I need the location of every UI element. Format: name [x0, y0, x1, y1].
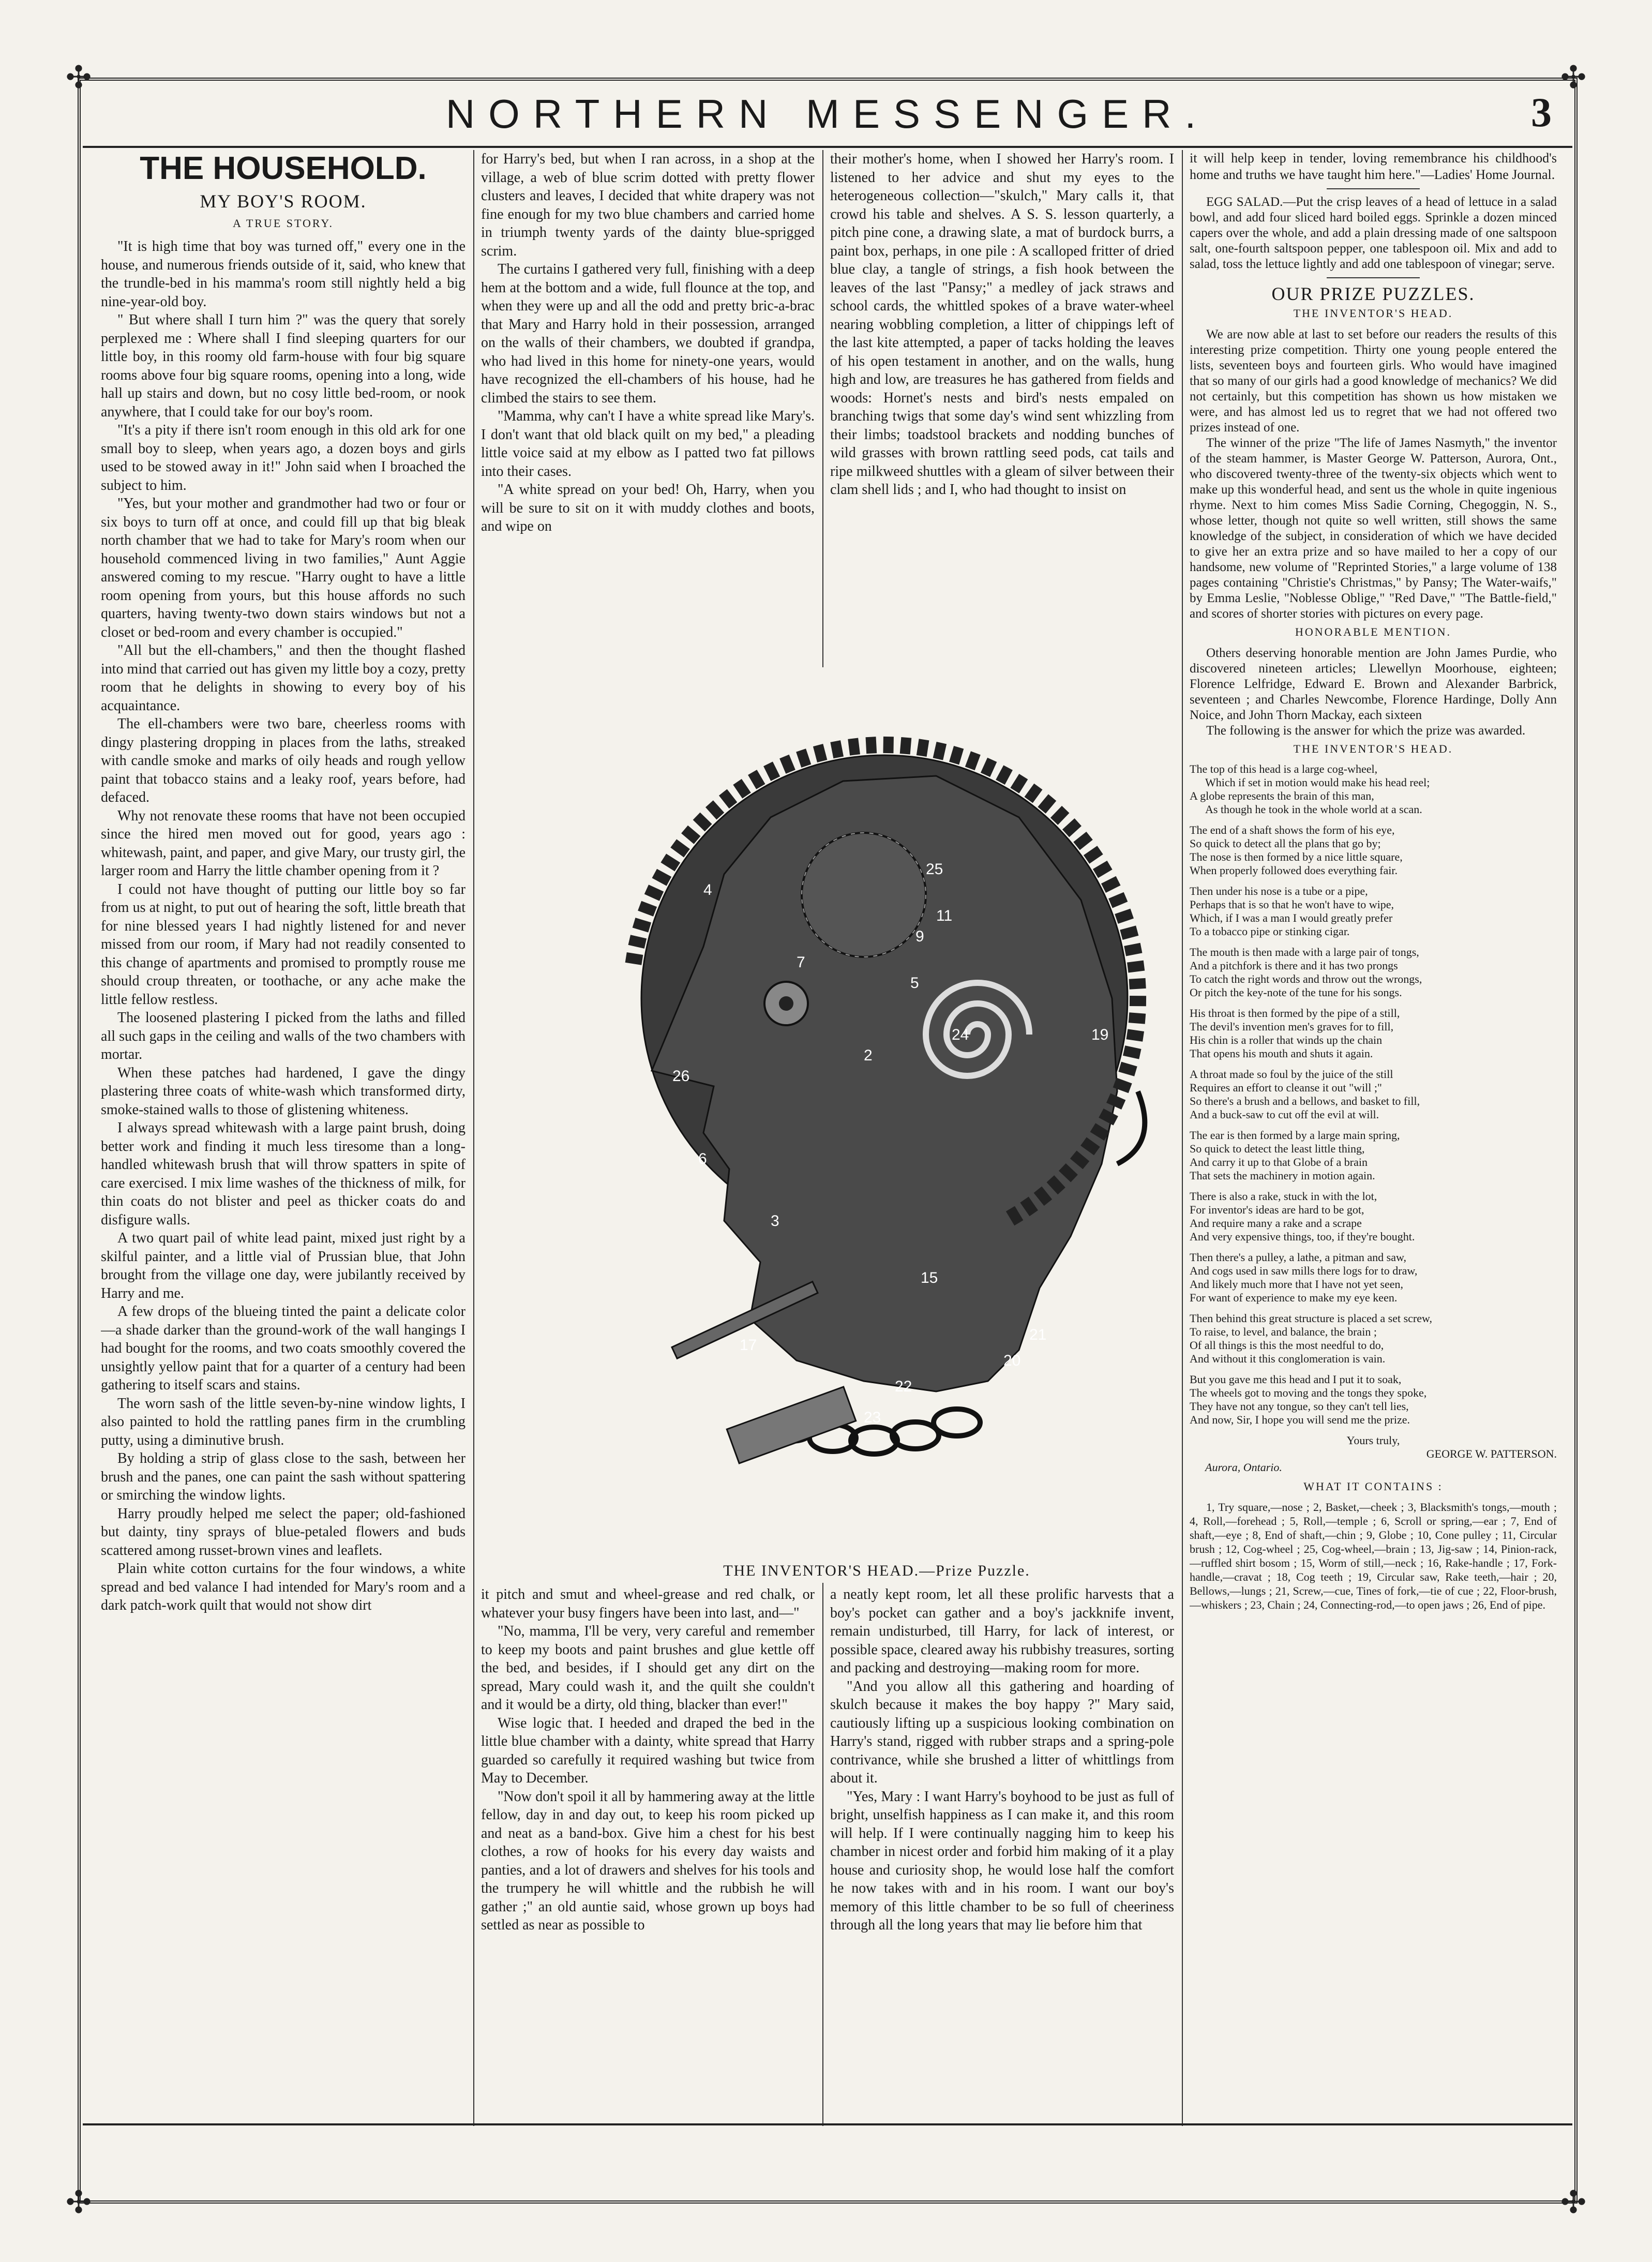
figure-label: 5	[910, 975, 919, 992]
column-2-upper	[481, 150, 815, 672]
inventors-head-figure	[574, 678, 1179, 1552]
paragraph: I could not have thought of putting our little boy so far from us at night, to put out of hearing the soft, little breath that for nine blessed years I had nightly listened for and never missed from our room, if Mary had not readily consented to this change of apartments and promised to promptly rouse me should croup threaten, or toothache, or any ache make the little fellow restless.	[101, 881, 465, 1008]
poem-line: Or pitch the key-note of the tune for his songs.	[1190, 986, 1402, 999]
paragraph: "Now don't spoil it all by hammering away at the little fellow, day in and day out, to keep his room picked up and neat as a band-box. Give him a chest for his best clothes, a row of hooks for his every day waists and panties, and a lot of drawers and shelves for his tools and the trumpery he will whittle and the rubbish he will gather ;" an old auntie said, whose grown up boys had settled as near as possible to	[481, 1788, 815, 1933]
paragraph: "A white spread on your bed! Oh, Harry, when you will be sure to sit on it with muddy clothes and boots, and wipe on	[481, 482, 815, 534]
poem-stanza	[1190, 1373, 1557, 1427]
corner-ornament-icon: ✣	[65, 2184, 92, 2221]
paragraph: The worn sash of the little seven-by-nine window lights, I also painted to hold the rattling panes firm in the crumbling putty, using a diminutive brush.	[101, 1395, 465, 1448]
poem-line: But you gave me this head and I put it to soak,	[1190, 1373, 1402, 1386]
paragraph: Wise logic that. I heeded and draped the bed in the little blue chamber with a dainty, white spread that Harry guarded so carefully it required washing but twice from May to December.	[481, 1715, 815, 1786]
poem-line: The ear is then formed by a large main spring,	[1190, 1129, 1400, 1142]
signer-name: GEORGE W. PATTERSON.	[1426, 1447, 1557, 1460]
figure-label: 23	[864, 1409, 881, 1426]
figure-label: 25	[926, 861, 943, 878]
poem-line: For want of experience to make my eye keen.	[1190, 1291, 1398, 1304]
gear-tooth	[1129, 1012, 1146, 1024]
signer-place: Aurora, Ontario.	[1205, 1461, 1282, 1474]
contains-title: WHAT IT CONTAINS :	[1303, 1480, 1443, 1493]
honorable-mention-title: HONORABLE MENTION.	[1295, 625, 1452, 638]
paragraph: "It's a pity if there isn't room enough in this old ark for one small boy to sleep, when years ago, a dozen boys and girls used to be stowed away in it!" John said when I broached the subject to him.	[101, 422, 465, 493]
figure-label: 11	[936, 907, 953, 924]
poem-line: And likely much more that I have not yet seen,	[1190, 1278, 1403, 1291]
poem-line: Which if set in motion would make his head reel;	[1205, 776, 1430, 789]
poem-stanza	[1190, 1190, 1557, 1244]
divider	[1327, 188, 1420, 189]
poem-line: And a buck-saw to cut off the evil at will.	[1190, 1108, 1379, 1121]
gear-tooth	[900, 737, 912, 755]
column-rule	[822, 1583, 823, 2126]
figure-label: 15	[921, 1269, 938, 1286]
poem	[1190, 762, 1557, 1474]
paragraph: "No, mamma, I'll be very, very careful and remember to keep my boots and paint brushes and glue kettle off the bed, and besides, if I should get any dirt on the spread, Mary could wash it, and the quilt she couldn't and it would be a dirty, old thing, blacker than ever!"	[481, 1623, 815, 1713]
poem-line: Which, if I was a man I would greatly prefer	[1190, 911, 1393, 924]
poem-line: So quick to detect all the plans that go by;	[1190, 837, 1381, 850]
contains-text: 1, Try square,—nose ; 2, Basket,—cheek ; 3, Blacksmith's tongs,—mouth ; 4, Roll,—forehead ; 5, Roll,—temple ; 6, Scroll or spring,—ear ; 7, End of shaft,—eye ; 8, End of shaft,—chin ; 9, Globe ; 10, Cone pulley ; 11, Circular brush ; 12, Cog-wheel ; 25, Cog-wheel,—brain ; 13, Jig-saw ; 14, Pinion-rack,—ruffled shirt bosom ; 15, Worm of still,—neck ; 16, Rake-handle ; 17, Fork-handle,—cravat ; 18, Cog teeth ; 19, Circular saw, Rake teeth,—hair ; 20, Bellows,—lungs ; 21, Screw,—cue, Tines of fork,—tie of cue ; 22, Floor-brush,—whiskers ; 23, Chain ; 24, Connecting-rod,—to open jaws ; 26, End of pipe.	[1190, 1501, 1557, 1611]
figure-label: 3	[771, 1212, 779, 1230]
paragraph: The loosened plastering I picked from the laths and filled all such gaps in the ceiling and walls of the two chambers with mortar.	[101, 1010, 465, 1062]
figure-label: 17	[740, 1337, 757, 1354]
paragraph: their mother's home, when I showed her Harry's room. I listened to her advice and shut my eyes to the heterogeneous collection—"skulch," Mary calls it, that crowd his table and shelves. A S. S. lesson quarterly, a pitch pine cone, a drawing slate, a mat of burdock burrs, a paint box, perhaps, in one pile : A scalloped fritter of dried blue clay, a tangle of strings, a fish hook between the leaves of the last "Pansy;" a medley of jack straws and school cards, the whittled spokes of a brave water-wheel nearing wobbling completion, a litter of chippings left of the last kite attempted, a paper of tacks holding the leaves of his open testament in another, and on the walls, hung high and low, are treasures he has gathered from fields and woods: Hornet's nests and bird's nests empaled on branching twigs that some day's wind sent whizzling from their limbs; toadstool brackets and nodding bunches of wild grasses with brown rattling seed pods, cat tails and ripe milkweed shuttles with a gleam of silver between their clam shell lids ; and I, who had thought to insist on	[830, 151, 1174, 498]
column-rule	[473, 150, 474, 2126]
poem-line: That opens his mouth and shuts it again.	[1190, 1047, 1373, 1060]
poem-stanza	[1190, 823, 1557, 877]
column-3-upper	[830, 150, 1174, 672]
figure-label: 7	[797, 954, 805, 971]
figure-label: 4	[703, 881, 712, 898]
masthead-title: NORTHERN MESSENGER.	[445, 91, 1210, 137]
poem-line: A globe represents the brain of this man,	[1190, 789, 1374, 802]
paragraph: The curtains I gathered very full, finishing with a deep hem at the bottom and a wide, full flounce at the top, and when they were up and all the odd and pretty bric-a-brac that Mary and Harry hold in their possession, arranged on the walls of their chambers, we doubted if grandpa, who had lived in this home for ninety-one years, would have recognized the ell-chambers of his house, had he climbed the stairs to see them.	[481, 261, 815, 406]
poem-line: Then under his nose is a tube or a pipe,	[1190, 885, 1368, 897]
paragraph: for Harry's bed, but when I ran across, in a shop at the village, a web of blue scrim dotted with pretty flower clusters and leaves, I decided that white drapery was not fine enough for my two blue chambers and carried home in triumph twenty yards of the dainty blue-sprigged scrim.	[481, 151, 815, 259]
paragraph: "And you allow all this gathering and hoarding of skulch because it makes the boy happy ?" Mary said, cautiously lifting up a suspicious looking combination on Harry's stand, rigged with rubber straps and a spring-pole contrivance, while she brushed a litter of whittlings from about it.	[830, 1678, 1174, 1786]
poem-line: His chin is a roller that winds up the chain	[1190, 1033, 1383, 1046]
poem-line: And cogs used in saw mills there logs for to draw,	[1190, 1264, 1418, 1277]
poem-line: There is also a rake, stuck in with the lot,	[1190, 1190, 1377, 1203]
poem-line: When properly followed does everything fair.	[1190, 864, 1398, 877]
poem-title: THE INVENTOR'S HEAD.	[1293, 742, 1453, 755]
paragraph: We are now able at last to set before our readers the results of this interesting prize competition. Thirty one young people entered the lists, seventeen boys and fourteen girls. Who would have imagined that so many of our girls had a good knowledge of mechanics? We did not certainly, but this competition has shown us how mistaken we were, and has almost led us to regret that we had not offered two prizes instead of one.	[1190, 327, 1557, 435]
paragraph: By holding a strip of glass close to the sash, between her brush and the panes, one can paint the sash without spattering or smirching the window lights.	[101, 1450, 465, 1503]
gear-tooth	[1129, 978, 1146, 990]
poem-stanza	[1190, 946, 1557, 999]
figure-label: 22	[895, 1378, 912, 1395]
paragraph: " But where shall I turn him ?" was the query that sorely perplexed me : Where shall I find sleeping quarters for our little boy, in this roomy old farm-house with four big square rooms above four big square rooms, opening into a long, wide hall up stairs and down, but no cosy little bed-room, or nook anywhere, that I could take for our boy's room.	[101, 312, 465, 420]
poem-line: The devil's invention men's graves for to fill,	[1190, 1020, 1394, 1033]
paragraph: I always spread whitewash with a large paint brush, doing better work and finding it much less tiresome than a long-handled whitewash brush that will throw spatters in spite of care exercised. I mix lime washes of the thickness of milk, for thin coats do not blister and peel as thicker coats do and disfigure walls.	[101, 1120, 465, 1228]
paragraph: A two quart pail of white lead paint, mixed just right by a skilful painter, and a little vial of Prussian blue, that John brought from the village one day, were jubilantly received by Harry and me.	[101, 1230, 465, 1301]
puzzles-subtitle: THE INVENTOR'S HEAD.	[1293, 307, 1453, 320]
paragraph: A few drops of the blueing tinted the paint a delicate color—a shade darker than the ground-work of the wall hangings I had bought for the rooms, and two coats smoothly covered the unsightly yellow paint that for a quarter of a century had been gathering to itself scars and stains.	[101, 1304, 465, 1393]
poem-line: The end of a shaft shows the form of his eye,	[1190, 823, 1395, 836]
corner-ornament-icon: ✣	[1560, 2184, 1587, 2221]
column-4	[1190, 150, 1557, 2126]
poem-line: That sets the machinery in motion again.	[1190, 1169, 1375, 1182]
corner-ornament-icon: ✣	[65, 59, 92, 96]
gear-tooth	[883, 737, 894, 753]
poem-line: As though he took in the whole world at a scan.	[1205, 803, 1422, 816]
article-subtitle: A TRUE STORY.	[233, 216, 334, 230]
divider	[1327, 277, 1420, 278]
poem-line: And carry it up to that Globe of a brain	[1190, 1156, 1368, 1169]
column-rule	[1182, 150, 1183, 2126]
gear-tooth	[848, 738, 860, 755]
poem-line: Then there's a pulley, a lathe, a pitman and saw,	[1190, 1251, 1406, 1264]
poem-line: Requires an effort to cleanse it out "will ;"	[1190, 1081, 1382, 1094]
poem-line: The wheels got to moving and the tongs they spoke,	[1190, 1386, 1427, 1399]
paragraph: Harry proudly helped me select the paper; old-fashioned but dainty, tiny sprays of blue-petaled flowers and buds scattered among russet-brown vines and leaflets.	[101, 1505, 465, 1559]
poem-line: To catch the right words and throw out the wrongs,	[1190, 972, 1422, 985]
figure-label: 19	[1091, 1026, 1109, 1043]
figure-label: 6	[698, 1150, 707, 1167]
poem-line: A throat made so foul by the juice of the still	[1190, 1068, 1393, 1081]
article-title: MY BOY'S ROOM.	[200, 191, 367, 212]
column-3-lower	[830, 1585, 1174, 2123]
paragraph: "Yes, Mary : I want Harry's boyhood to be just as full of bright, unselfish happiness as I can make it, and this room will help. If I were continually nagging him to keep his chamber in nicest order and forbid him making of it a play house and curiosity shop, he would lose half the comfort he now takes with and in his room. I want our boy's memory of this little chamber to be so full of cheeriness through all the long years that may lie before him that	[830, 1788, 1174, 1933]
poem-stanza	[1190, 1251, 1557, 1305]
paragraph: "All but the ell-chambers," and then the thought flashed into mind that carried out has given my little boy a cozy, pretty room that he delights in showing to every boy of his acquaintance.	[101, 642, 465, 714]
honorable-mention-text: Others deserving honorable mention are John James Purdie, who discovered nineteen articles; Llewellyn Moorhouse, eighteen; Florence Lelfridge, Edward E. Brown and Alexander Barbrick, seventeen ; and Charles Newcombe, Florence Hardinge, Dolly Ann Noice, and John Thorn Mackay, each sixteen	[1190, 646, 1557, 722]
figure-label: 21	[1029, 1326, 1047, 1343]
poem-stanza	[1190, 1312, 1557, 1366]
poem-line: His throat is then formed by the pipe of a still,	[1190, 1007, 1400, 1020]
poem-line: To raise, to level, and balance, the brain ;	[1190, 1325, 1377, 1338]
gear-tooth	[866, 737, 877, 754]
paragraph: Plain white cotton curtains for the four windows, a white spread and bed valance I had intended for Mary's room and a dark patch-work quilt that would not show dirt	[101, 1561, 465, 1613]
poem-line: And a pitchfork is there and it has two prongs	[1190, 959, 1398, 972]
figure-label: 2	[864, 1047, 873, 1064]
poem-line: Perhaps that is so that he won't have to wipe,	[1190, 898, 1394, 911]
footer-rule	[83, 2123, 1572, 2125]
poem-line: And require many a rake and a scrape	[1190, 1217, 1362, 1230]
section-title: THE HOUSEHOLD.	[140, 151, 427, 186]
poem-line: They have not any tongue, so they can't tell lies,	[1190, 1400, 1409, 1413]
answer-intro: The following is the answer for which the prize was awarded.	[1206, 724, 1526, 738]
poem-line: The mouth is then made with a large pair of tongs,	[1190, 946, 1419, 958]
paragraph: Why not renovate these rooms that have not been occupied since the hired men moved out for good, years ago : whitewash, paint, and paper, and give Mary, our trusty girl, the larger room and Harry the little chamber opening from it ?	[101, 807, 465, 879]
corner-ornament-icon: ✣	[1560, 59, 1587, 96]
poem-stanza	[1190, 1068, 1557, 1121]
figure-label: 24	[952, 1026, 969, 1043]
poem-line: The nose is then formed by a nice little square,	[1190, 850, 1403, 863]
poem-line: Then behind this great structure is placed a set screw,	[1190, 1312, 1432, 1325]
figure-label: 20	[1003, 1352, 1021, 1369]
gear-tooth	[1127, 961, 1145, 973]
masthead	[83, 85, 1572, 147]
paragraph: a neatly kept room, let all these prolific harvests that a boy's pocket can gather and a boy's jackknife invent, remain undisturbed, till Harry, for lack of interest, or possible space, cleared away his rubbishy treasures, sorting and packing and destroying—making room for more.	[830, 1586, 1174, 1676]
paragraph: it pitch and smut and wheel-grease and red chalk, or whatever your busy fingers have been into last, and—"	[481, 1586, 815, 1621]
globe-icon	[802, 833, 926, 957]
figure-caption: THE INVENTOR'S HEAD.—Prize Puzzle.	[723, 1562, 1030, 1579]
page-number: 3	[1531, 90, 1552, 136]
signoff: Yours truly,	[1346, 1434, 1400, 1447]
column-1	[101, 150, 465, 2116]
paragraph: "Mamma, why can't I have a white spread like Mary's. I don't want that old black quilt on my bed," a pleading little voice said at my elbow as I patted two fat pillows into their cases.	[481, 408, 815, 480]
paragraph: "It is high time that boy was turned off," every one in the house, and numerous friends outside of it, said, who knew that the trundle-bed in his mamma's room still nightly held a big nine-year-old boy.	[101, 238, 465, 310]
paragraph: "Yes, but your mother and grandmother had two or four or six boys to turn off at once, and could fill up that big bleak north chamber that we had to take for Mary's room when our household commenced living in two families," Aunt Aggie answered coming to my rescue. "Harry ought to have a little room opening from yours, but this house affords no such quarters, having twenty-two down stairs windows but not a closet or bed-room and every chamber is occupied."	[101, 496, 465, 640]
paragraph: When these patches had hardened, I gave the dingy plastering three coats of white-wash which transformed dirty, smoke-stained walls to those of glistening whiteness.	[101, 1065, 465, 1118]
paragraph: The winner of the prize "The life of James Nasmyth," the inventor of the steam hammer, is Master George W. Patterson, Aurora, Ont., who discovered twenty-three of the twenty-six objects which went to make up this wonderful head, and sent us the whole in quite ingenious rhyme. Next to him comes Miss Sadie Corning, Chegoggin, N. S., whose letter, though not quite so well written, still shows the same knowledge of the subject, in consideration of which we have decided to give her an extra prize and so have mailed to her a copy of our handsome, new volume of "Reprinted Stories," a large volume of 138 pages containing "Christie's Christmas," by Pansy; The Water-waifs," by Emma Leslie, "Noblesse Oblige," "Red Dave," "The Battle-field," and scores of shorter stories with pictures on every page.	[1190, 436, 1557, 621]
column-2-lower	[481, 1585, 815, 2123]
poem-line: The top of this head is a large cog-wheel,	[1190, 762, 1378, 775]
poem-stanza	[1190, 762, 1557, 816]
poem-line: To a tobacco pipe or stinking cigar.	[1190, 925, 1350, 938]
poem-line: And very expensive things, too, if they're bought.	[1190, 1230, 1415, 1243]
poem-line: And without it this conglomeration is vain.	[1190, 1352, 1386, 1365]
column-rule	[822, 150, 823, 667]
poem-stanza	[1190, 885, 1557, 938]
masthead-rule	[83, 146, 1572, 148]
poem-line: So there's a brush and a bellows, and basket to fill,	[1190, 1095, 1420, 1107]
poem-line: So quick to detect the least little thing,	[1190, 1142, 1365, 1155]
figure-label: 26	[672, 1068, 690, 1085]
gear-tooth	[1130, 996, 1146, 1006]
figure-label: 9	[915, 928, 924, 945]
poem-line: For inventor's ideas are hard to be got,	[1190, 1203, 1364, 1216]
puzzles-title: OUR PRIZE PUZZLES.	[1271, 283, 1475, 304]
poem-stanza	[1190, 1007, 1557, 1060]
poem-stanza	[1190, 1129, 1557, 1182]
recipe-text: EGG SALAD.—Put the crisp leaves of a head of lettuce in a salad bowl, and add four sliced hard boiled eggs. Sprinkle a dozen minced capers over the whole, and add a plain dressing made of one saltspoon salt, one-fourth saltspoon pepper, one tablespoon oil. Mix and add to salad, toss the lettuce lightly and add one tablespoon of vinegar; serve.	[1190, 195, 1557, 271]
poem-line: And now, Sir, I hope you will send me the prize.	[1190, 1413, 1410, 1426]
poem-line: Of all things is this the most needful to do,	[1190, 1339, 1384, 1352]
paragraph: The ell-chambers were two bare, cheerless rooms with dingy plastering dropping in places from the laths, streaked with candle smoke and marks of oily heads and rough yellow paint that tobacco stains and a leaky roof, years before, had defaced.	[101, 716, 465, 805]
paragraph: it will help keep in tender, loving remembrance his childhood's home and truths we have taught him here."—Ladies' Home Journal.	[1190, 151, 1557, 182]
